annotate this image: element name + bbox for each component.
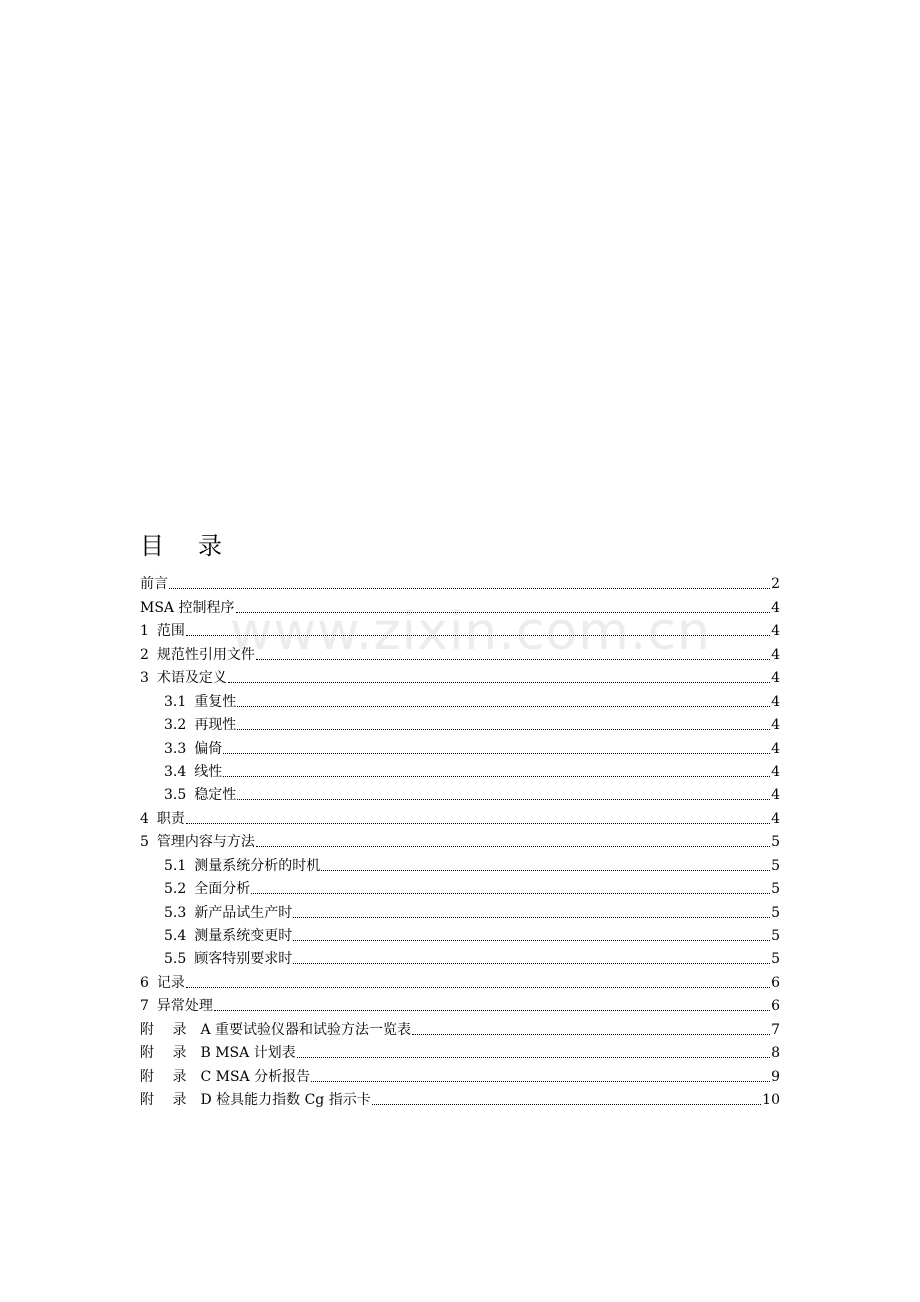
toc-entry-page: 5	[771, 881, 780, 898]
toc-entry[interactable]	[140, 593, 780, 616]
toc-dot-leader	[251, 893, 770, 894]
toc-dot-leader	[237, 799, 770, 800]
toc-entry-number: 3.4	[164, 763, 187, 780]
toc-entry-label: 范围	[156, 623, 185, 640]
toc-entry[interactable]	[140, 1015, 780, 1038]
toc-entry[interactable]	[140, 992, 780, 1015]
toc-dot-leader	[186, 635, 770, 636]
toc-entry-page: 5	[771, 928, 780, 944]
toc-dot-leader	[297, 1057, 770, 1058]
toc-entry-page: 5	[771, 951, 780, 968]
toc-entry-number: 3	[140, 670, 149, 687]
toc-entry-page: 5	[771, 857, 780, 874]
toc-entry-number: 3.1	[164, 693, 187, 710]
toc-entry-number: 2	[140, 646, 149, 663]
toc-entry-number: 附 录	[140, 1045, 187, 1062]
toc-entry-number: 5.3	[164, 904, 187, 921]
toc-dot-leader	[412, 1034, 770, 1035]
toc-entry-page: 8	[771, 1045, 780, 1062]
toc-entry-page: 4	[771, 763, 780, 780]
toc-entry-number: 附 录	[140, 1092, 187, 1109]
toc-entry[interactable]	[140, 968, 780, 991]
toc-dot-leader	[228, 682, 770, 683]
toc-entry-number: 5.2	[164, 881, 187, 898]
toc-entry-label: D 检具能力指数 Cg 指示卡	[200, 1092, 371, 1109]
toc-entry-page: 4	[771, 646, 780, 663]
toc-entry-number: 3.5	[164, 787, 187, 804]
toc-entry-page: 4	[771, 717, 780, 734]
toc-entry-page: 6	[771, 998, 780, 1015]
toc-dot-leader	[256, 846, 770, 847]
toc-entry-label: 重复性	[194, 693, 237, 710]
toc-entry-label: 偏倚	[194, 740, 223, 757]
toc-entry[interactable]	[140, 804, 780, 827]
toc-entry[interactable]	[140, 640, 780, 663]
toc-entry-number: 5.5	[164, 951, 187, 968]
toc-entry-page: 5	[771, 834, 780, 851]
toc-entry-number: 7	[140, 998, 149, 1015]
toc-entry-page: 5	[771, 904, 780, 921]
toc-dot-leader	[169, 588, 770, 589]
toc-heading-right: 录	[198, 532, 222, 560]
toc-entry-number: 5	[140, 834, 149, 851]
toc-entry-page: 4	[771, 623, 780, 640]
toc-entry[interactable]	[140, 781, 780, 804]
toc-entry-number: 附 录	[140, 1021, 187, 1038]
toc-dot-leader	[214, 1010, 770, 1011]
toc-dot-leader	[186, 987, 770, 988]
toc-entry[interactable]	[140, 922, 780, 945]
toc-entry-page: 6	[771, 974, 780, 991]
toc-entry-label: 再现性	[194, 717, 237, 734]
table-of-contents	[140, 570, 780, 1109]
toc-entry-number: 1	[140, 623, 149, 640]
toc-entry-label: 异常处理	[156, 998, 213, 1015]
toc-dot-leader	[311, 1081, 770, 1082]
toc-entry-page: 9	[771, 1068, 780, 1085]
watermark-text: www.zixin.com.cn	[230, 602, 711, 662]
toc-entry-label: A 重要试验仪器和试验方法一览表	[200, 1021, 412, 1038]
toc-dot-leader	[186, 823, 770, 824]
toc-entry[interactable]	[140, 734, 780, 757]
toc-dot-leader	[223, 753, 770, 754]
toc-entry-label: 测量系统变更时	[194, 928, 293, 944]
toc-entry[interactable]	[140, 1062, 780, 1085]
toc-heading	[140, 528, 222, 564]
toc-entry[interactable]	[140, 875, 780, 898]
toc-entry-label: 术语及定义	[156, 670, 227, 687]
toc-entry-page: 4	[771, 810, 780, 827]
toc-entry-label: 新产品试生产时	[194, 904, 293, 921]
toc-entry-label: 管理内容与方法	[156, 834, 255, 851]
toc-dot-leader	[372, 1104, 761, 1105]
toc-entry-number: 5.1	[164, 857, 187, 874]
toc-entry[interactable]	[140, 687, 780, 710]
toc-entry[interactable]	[140, 898, 780, 921]
toc-entry-label: 记录	[156, 974, 185, 991]
toc-dot-leader	[237, 729, 770, 730]
toc-entry-label: 前言	[140, 576, 168, 593]
toc-dot-leader	[237, 706, 770, 707]
toc-entry-label: 规范性引用文件	[156, 646, 255, 663]
toc-entry-label: 顾客特别要求时	[194, 951, 293, 968]
toc-entry-number: 3.2	[164, 717, 187, 734]
toc-entry-number: 附 录	[140, 1068, 187, 1085]
toc-dot-leader	[293, 940, 770, 941]
toc-entry[interactable]	[140, 1086, 780, 1109]
toc-entry[interactable]	[140, 711, 780, 734]
toc-entry-label: B MSA 计划表	[200, 1045, 296, 1062]
toc-entry-label: C MSA 分析报告	[200, 1068, 311, 1085]
toc-entry-page: 7	[771, 1021, 780, 1038]
toc-dot-leader	[236, 612, 771, 613]
toc-entry[interactable]	[140, 828, 780, 851]
toc-entry[interactable]	[140, 758, 780, 781]
toc-dot-leader	[293, 963, 770, 964]
toc-entry-page: 10	[762, 1092, 780, 1109]
toc-entry-page: 4	[771, 599, 780, 616]
toc-entry-page: 4	[771, 787, 780, 804]
toc-entry-page: 4	[771, 740, 780, 757]
toc-entry-page: 2	[771, 576, 780, 593]
toc-entry-label: 稳定性	[194, 787, 237, 804]
toc-entry-label: MSA 控制程序	[140, 599, 235, 616]
toc-entry[interactable]	[140, 617, 780, 640]
toc-entry-label: 线性	[194, 763, 223, 780]
toc-heading-left: 目	[140, 532, 164, 560]
toc-entry-page: 4	[771, 670, 780, 687]
toc-entry-number: 5.4	[164, 928, 187, 944]
toc-dot-leader	[293, 917, 770, 918]
toc-dot-leader	[256, 659, 770, 660]
toc-entry-label: 职责	[156, 810, 185, 827]
toc-entry-label: 全面分析	[194, 881, 251, 898]
toc-entry[interactable]	[140, 1039, 780, 1062]
toc-entry[interactable]	[140, 851, 780, 874]
toc-dot-leader	[321, 870, 770, 871]
toc-entry[interactable]	[140, 664, 780, 687]
toc-entry-number: 3.3	[164, 740, 187, 757]
toc-entry[interactable]	[140, 570, 780, 593]
toc-dot-leader	[223, 776, 770, 777]
toc-entry-number: 4	[140, 810, 149, 827]
toc-entry-number: 6	[140, 974, 149, 991]
toc-entry-page: 4	[771, 693, 780, 710]
toc-entry-label: 测量系统分析的时机	[194, 857, 321, 874]
toc-entry[interactable]	[140, 945, 780, 968]
